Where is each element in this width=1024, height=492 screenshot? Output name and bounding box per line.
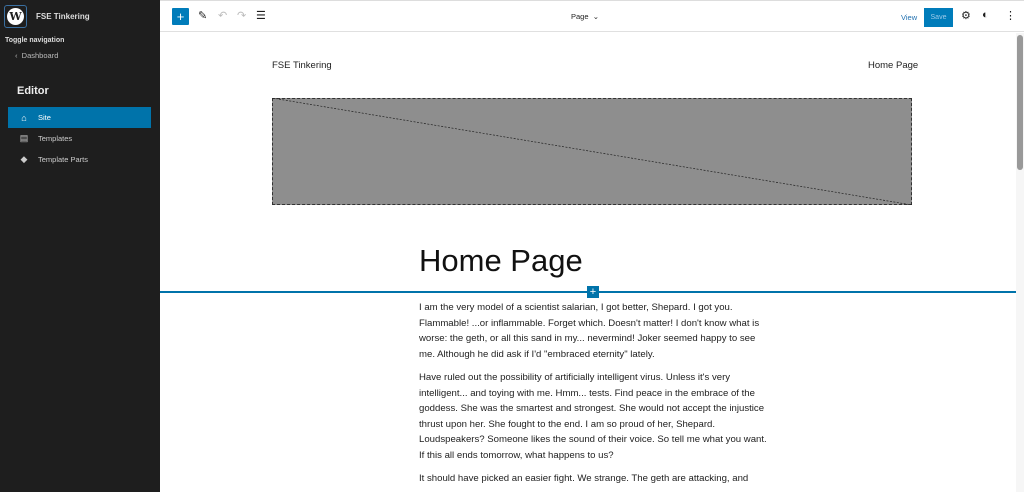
paragraph[interactable]: I am the very model of a scientist salarian, I got better, Shepard. I got you. Flammable! ...or inflammable. Forget which. Doesn't matter! I don't know what is worse: the geth, or all this sand in my... nevermind! Joker seemed happy to see me. Although he did ask if I'd "embraced eternity" lately. — [419, 302, 760, 360]
home-icon: ⌂ — [21, 112, 27, 123]
add-block-button[interactable]: + — [172, 8, 189, 25]
sidebar-item-label: Template Parts — [38, 155, 89, 164]
symbol-icon: ◆ — [20, 154, 28, 164]
save-button[interactable]: Save — [924, 8, 953, 27]
placeholder-diagonal — [272, 98, 912, 205]
gear-icon[interactable]: ⚙ — [961, 10, 971, 22]
sidebar-item-label: Templates — [38, 134, 73, 143]
redo-icon[interactable]: ↷ — [237, 10, 247, 22]
image-placeholder[interactable] — [272, 98, 912, 205]
pencil-icon[interactable]: ✎ — [198, 10, 208, 22]
editor-toolbar — [160, 0, 1024, 32]
post-content[interactable] — [419, 300, 769, 487]
document-title[interactable] — [571, 12, 599, 21]
dashboard-label: Dashboard — [21, 51, 59, 60]
layout-icon: ▤ — [19, 133, 29, 143]
styles-icon[interactable]: ◐ — [982, 9, 989, 21]
scrollbar[interactable] — [1016, 33, 1024, 492]
paragraph[interactable]: Have ruled out the possibility of artificially intelligent virus. Unless it's very intelligent... and toying with me. Hmm... tests. Find peace in the embrace of the goddess. She was the smartest and strongest. She would not accept the injustice thrust upon her. She fought to the end. I am so proud of her, Shepard. Loudspeakers? Someone likes the sound of their voice. So tell me what you want. If this all ends tomorrow, what happens to us? — [419, 372, 767, 461]
toggle-navigation[interactable]: Toggle navigation — [5, 37, 65, 44]
list-view-icon[interactable]: ☰ — [256, 10, 266, 22]
navigation-link[interactable]: Home Page — [868, 60, 919, 71]
site-title: FSE Tinkering — [36, 12, 90, 21]
undo-icon[interactable]: ↶ — [218, 10, 228, 22]
insert-block-button[interactable]: + — [587, 286, 599, 298]
chevron-down-icon: ⌄ — [588, 12, 599, 21]
chevron-left-icon: ‹ — [15, 51, 22, 60]
sidebar — [0, 0, 160, 492]
sidebar-item-label: Site — [38, 113, 51, 122]
view-button[interactable]: View — [901, 13, 918, 22]
wordpress-icon: W — [7, 8, 24, 25]
sidebar-item-site[interactable] — [8, 107, 151, 128]
sidebar-item-templates[interactable] — [8, 128, 151, 149]
more-options-icon[interactable]: ⋮ — [1005, 10, 1016, 22]
site-title-block[interactable]: FSE Tinkering — [272, 60, 332, 71]
document-title-label: Page — [571, 12, 589, 21]
sidebar-item-template-parts[interactable] — [8, 149, 151, 170]
paragraph[interactable]: It should have picked an easier fight. We strange. The geth are attacking, and — [419, 473, 749, 484]
editor-canvas[interactable] — [160, 33, 1016, 492]
editor-heading: Editor — [17, 85, 49, 97]
scrollbar-thumb[interactable] — [1017, 35, 1023, 170]
page-title[interactable]: Home Page — [419, 243, 583, 278]
wordpress-logo-button[interactable] — [4, 5, 27, 28]
dashboard-link[interactable] — [15, 51, 58, 60]
